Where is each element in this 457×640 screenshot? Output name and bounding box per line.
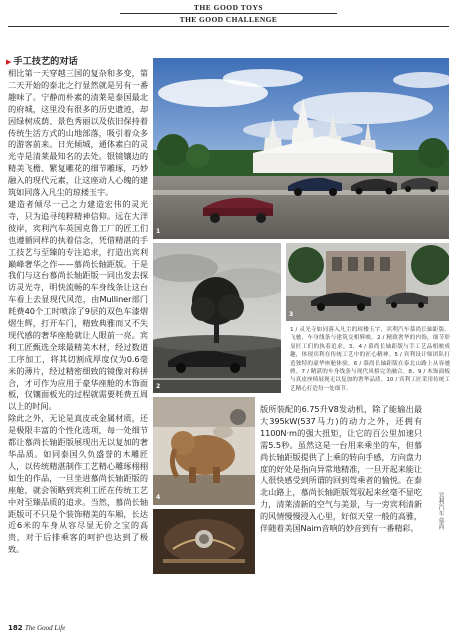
- photo-white-temple: [153, 58, 449, 239]
- triangle-bullet-icon: ▶: [6, 58, 12, 66]
- magazine-name: The Good Life: [24, 624, 66, 632]
- paragraph: 除此之外，无论是真皮或金属材质，还是极限丰富的个性化选项，每一处细节都让慕尚长轴距版展现出无以复加的奢华品质。如同泰国久负盛誉的木雕匠人，以传统精湛制作工艺精心雕琢栩栩如生的作品，一旦坐进慕尚长轴距版的座舱，就会领略到宾利工匠在传统工艺中对至臻品质的追求。当然，慕尚长轴距版可不只是个装饰精美的车厢，长达近6米的车身从容尽显无价之宝的高贵，对于后排乘客的呵护也达到了极致。: [8, 413, 148, 555]
- header-line2: THE GOOD CHALLENGE: [179, 15, 278, 24]
- photo-elephant-carving: [153, 397, 255, 505]
- paragraph: 版所装配的6.75升V8发动机，除了能输出最大395kW(537马力)的动力之外，还拥有1100N·m的强大扭矩，让它的百公里加速只需5.5秒。虽然这是一台用来乘坐的车，但慕尚长轴距版提供了上乘的转向手感，方向盘力度的好处是指向异常地精准，一旦开起来能让人很快感受到所谓的回到驾乘者的愉悦。在泰北山路上，慕尚长轴距版驾驭起来丝毫不显吃力，清莱清新的空气与美景，与一旁宾利清新的风情慢慢浸入心里，好似天堂一般的高雅，伴随着美国Naim音响的妙音到有一番精彩。: [260, 404, 422, 534]
- header-rule-bottom: [8, 26, 449, 27]
- header-line1: THE GOOD TOYS: [193, 3, 264, 12]
- paragraph: 相比第一天穿越三国的复杂和多变，第二天开始的泰北之行显然就是另有一番趣味了。宁静而朴素的清莱是泰国最北的府城，这里没有很多的历史遗迹，却因绿树成荫、景色秀丽以及依旧保持着传统生活方式的山地部落，吸引着众多的游客前来。日光倾城，通体素白的灵光寺是清莱最知名的去处。银镜镶边的精美飞檐、繁复雕花的细节雕琢，巧妙融入的现代元素，让这座动人心魄的建筑如同落入凡尘的琼楼玉宇。: [8, 68, 148, 198]
- photo-number: 3: [289, 311, 294, 318]
- photo-number: 2: [156, 383, 161, 390]
- left-column: [8, 56, 148, 556]
- page-number: 182: [8, 624, 23, 632]
- photo-building-car: [286, 243, 449, 321]
- section-title: ▶ 手工技艺的对话: [6, 56, 78, 67]
- photo-number: 1: [156, 228, 161, 235]
- page-footer: [8, 624, 65, 632]
- header-rule-top: [120, 13, 337, 14]
- paragraph: 建造者倾尽一己之力建造宏伟的灵光寺，只为追寻纯粹精神信仰。远在大洋彼岸，宾利汽车英国克鲁工厂的匠工们也遵循同样的执着信念，凭借精湛的手工技艺与至臻的专注追求，打造出宾利巅峰奢华之作——慕尚长轴距版。于是我们与这台慕尚长轴距版一同出发去探访灵光寺，明快流畅的车身线条让这台车看上去显现代风范，由Mulliner部门耗费40个工时喷涂了9层的双色车漆熠熠生辉，打开车门，精致典雅而又不失现代感的奢华座舱就让人眼前一亮。宾利工匠甄选全球最精美木材，经过数道工序加工，将其切割成厚度仅为0.6毫米的薄片，经过精密细致的镜像对称拼合，才可作为应用于豪华座舱的木饰面板，仅镶面板光的过程就需要耗费五周以上的时间。: [8, 198, 148, 412]
- side-vertical-label: 宾利汽车 慕尚: [437, 492, 444, 530]
- photo-lone-tree: [153, 243, 281, 393]
- right-column: [260, 404, 422, 535]
- photo-interior-detail: [153, 509, 255, 574]
- photo-caption: 1 / 灵光寺如同落入凡尘的琼楼玉宇，宾利汽车慕尚长轴距版、飞驰，车身线条与建筑交相辉映。2 / 精致奢华的内饰，细节彰显匠工们的执着追求。3、4 / 慕尚长轴距版与手工艺品相映成趣，体现宾利在传统工艺中的匠心精神。5 / 宾利设计师团队打造独特的豪华座舱体验。6 / 慕尚长轴距版在泰北山路上从容驰骋。7 / 精湛的车身线条与现代风格完美融合。8、9 / 木饰面板与真皮座椅展现无以复加的奢华品质。10 / 宾利工匠采用传统工艺精心打造每一处细节。: [290, 327, 450, 392]
- photo-number: 4: [156, 494, 161, 501]
- page-header: [0, 0, 457, 34]
